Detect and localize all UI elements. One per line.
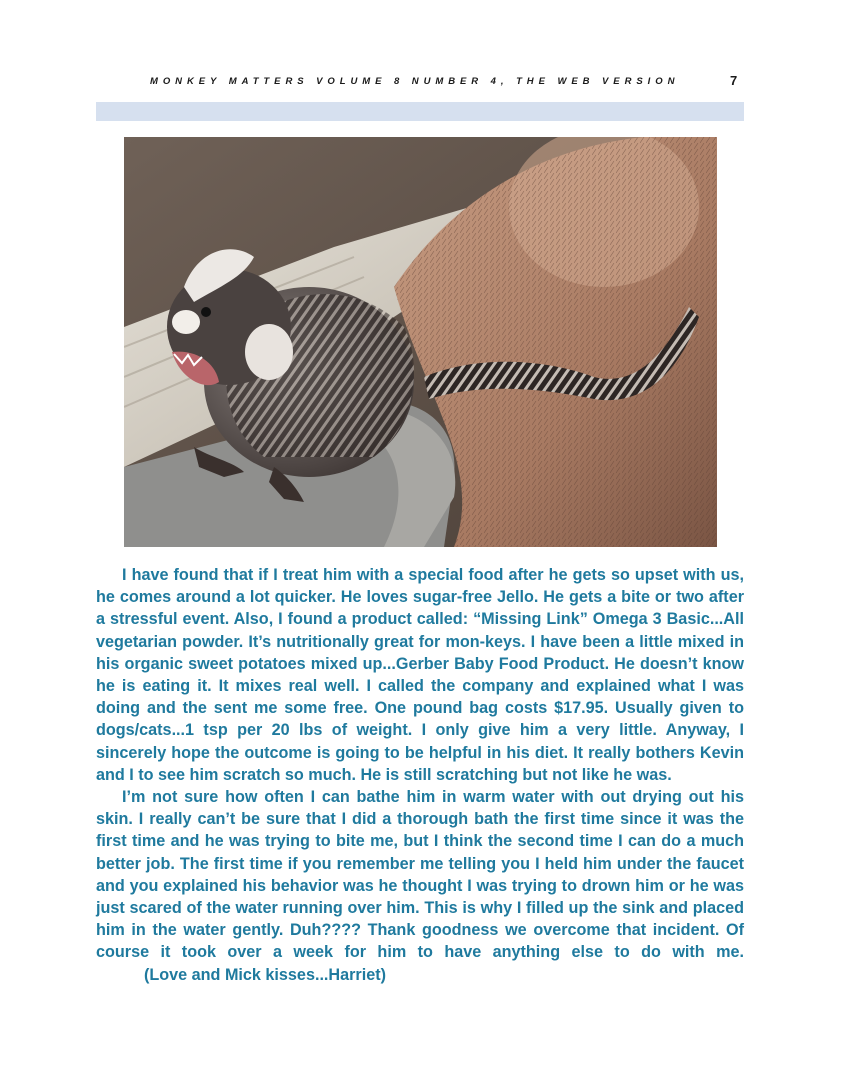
article-signoff: (Love and Mick kisses...Harriet) [144, 965, 387, 984]
photo-illustration [124, 137, 717, 547]
article-paragraph: I’m not sure how often I can bathe him in warm water with out drying out his skin. I really can’t be sure that I did a thorough bath the first time since it was the first time and he was trying to bite me, but I think the second time I can do a much better job. The first time if you remember me telling you I held him under the faucet and you explained his behavior was he thought I was trying to drown him or he was just scared of the water running over him. This is why I filled up the sink and placed him in the water gently. Duh???? Thank goodness we overcome that incident. Of course it took over a week for him to have anything else to do with me. [96, 788, 744, 962]
marmoset-photo [124, 137, 717, 547]
running-header: MONKEY MATTERS VOLUME 8 NUMBER 4, THE WEB VERSION [150, 76, 680, 87]
article-paragraph: I have found that if I treat him with a special food after he gets so upset with us, he comes around a lot quicker. He loves sugar-free Jello. He gets a bite or two after a stressful event. Also, I found a product called: “Missing Link” Omega 3 Basic...All vegetarian powder. It’s nutritionally great for mon-keys. I have been a little mixed in his organic sweet potatoes mixed up...Gerber Baby Food Product. He doesn’t know he is eating it. It mixes real well. I called the company and explained what I was doing and the sent me some free. One pound bag costs $17.95. Usually given to dogs/cats...1 tsp per 20 lbs of weight. I only give him a very little. Anyway, I sincerely hope the outcome is going to be helpful in his diet. It really bothers Kevin and I to see him scratch so much. He is still scratching but not like he was. [96, 566, 744, 784]
header-band [96, 102, 744, 121]
page-number: 7 [730, 73, 738, 88]
article-body [96, 564, 744, 986]
